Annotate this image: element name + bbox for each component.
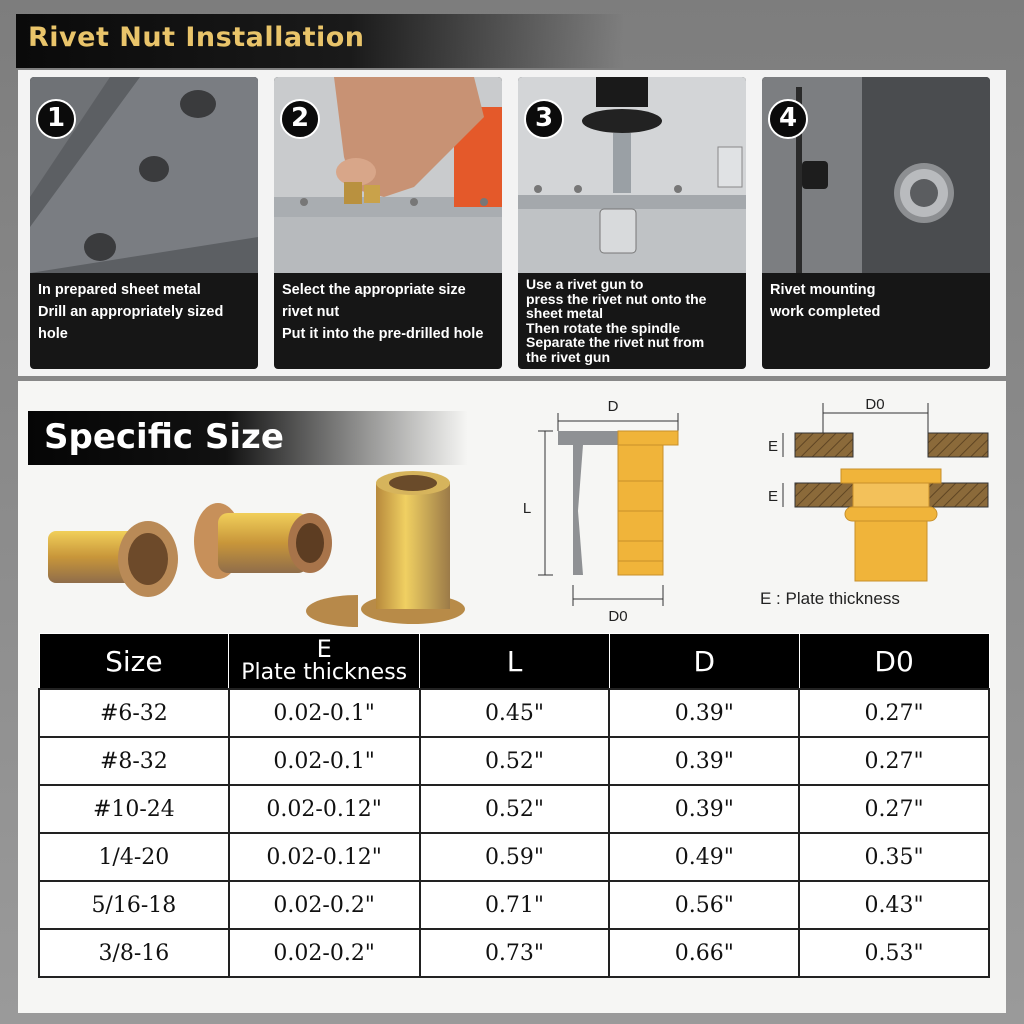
cell-size: 5/16-18 <box>39 881 229 929</box>
cell-d: 0.66" <box>609 929 799 977</box>
label-l: L <box>522 500 532 517</box>
step-1-line: hole <box>38 326 68 342</box>
step-2-number: 2 <box>280 99 320 139</box>
step-1-card <box>30 77 258 369</box>
label-e-top: E <box>767 438 778 455</box>
step-2-line: Select the appropriate size <box>282 282 466 298</box>
cell-size: #10-24 <box>39 785 229 833</box>
cell-l: 0.52" <box>420 785 610 833</box>
step-4-line: Rivet mounting <box>770 282 876 298</box>
table-row <box>39 833 989 881</box>
size-panel <box>18 381 1006 1013</box>
cell-e: 0.02-0.2" <box>229 929 420 977</box>
cell-l: 0.73" <box>420 929 610 977</box>
cell-e: 0.02-0.1" <box>229 737 420 785</box>
size-table <box>38 633 990 978</box>
step-4-card <box>762 77 990 369</box>
table-header-row <box>39 634 989 690</box>
cell-e: 0.02-0.2" <box>229 881 420 929</box>
step-3-line: Separate the rivet nut from <box>526 334 705 350</box>
step-3-text <box>526 277 740 364</box>
header-d: D <box>609 634 799 690</box>
cell-l: 0.71" <box>420 881 610 929</box>
cell-d0: 0.27" <box>799 785 989 833</box>
table-row <box>39 689 989 737</box>
cell-d0: 0.27" <box>799 737 989 785</box>
header-size: Size <box>39 634 229 690</box>
cell-size: 3/8-16 <box>39 929 229 977</box>
step-1-text <box>38 279 252 345</box>
cell-d0: 0.53" <box>799 929 989 977</box>
header-l: L <box>420 634 610 690</box>
rivet-nut-standing-image <box>358 469 468 629</box>
cell-d0: 0.27" <box>799 689 989 737</box>
cell-e: 0.02-0.12" <box>229 833 420 881</box>
size-title: Specific Size <box>44 417 284 457</box>
installation-title: Rivet Nut Installation <box>28 22 365 53</box>
header-d0: D0 <box>799 634 989 690</box>
step-3-line: Use a rivet gun to <box>526 276 644 292</box>
cell-d: 0.49" <box>609 833 799 881</box>
cell-d: 0.39" <box>609 785 799 833</box>
step-3-card <box>518 77 746 369</box>
header-e-sub: Plate thickness <box>241 660 408 685</box>
step-3-line: press the rivet nut onto the <box>526 290 707 307</box>
step-2-text <box>282 279 496 345</box>
cross-section-diagram <box>483 391 683 631</box>
cell-e: 0.02-0.12" <box>229 785 420 833</box>
step-1-number: 1 <box>36 99 76 139</box>
cell-l: 0.45" <box>420 689 610 737</box>
step-4-text <box>770 279 984 323</box>
step-3-line: the rivet gun <box>526 348 611 365</box>
cell-d: 0.39" <box>609 737 799 785</box>
step-4-line: work completed <box>770 304 881 320</box>
step-2-card <box>274 77 502 369</box>
step-1-line: Drill an appropriately sized <box>38 304 224 320</box>
cell-d0: 0.43" <box>799 881 989 929</box>
cell-l: 0.52" <box>420 737 610 785</box>
steps-panel <box>18 70 1006 376</box>
cell-d: 0.56" <box>609 881 799 929</box>
header-e <box>229 634 420 690</box>
plate-thickness-note: E : Plate thickness <box>760 589 900 608</box>
step-3-number: 3 <box>524 99 564 139</box>
table-row <box>39 929 989 977</box>
rivet-nut-images <box>38 471 358 631</box>
cell-l: 0.59" <box>420 833 610 881</box>
step-3-line: Then rotate the spindle <box>526 319 681 336</box>
step-2-line: rivet nut <box>282 304 340 320</box>
size-banner <box>28 411 468 465</box>
cell-e: 0.02-0.1" <box>229 689 420 737</box>
cell-d0: 0.35" <box>799 833 989 881</box>
table-row <box>39 881 989 929</box>
installation-banner <box>16 14 624 68</box>
step-4-number: 4 <box>768 99 808 139</box>
cell-size: #8-32 <box>39 737 229 785</box>
cell-d: 0.39" <box>609 689 799 737</box>
label-d0-plate: D0 <box>865 396 885 413</box>
header-e-label: E <box>316 635 332 663</box>
label-e-bottom: E <box>767 488 778 505</box>
table-row <box>39 785 989 833</box>
label-d: D <box>607 398 619 415</box>
step-1-line: In prepared sheet metal <box>38 282 201 298</box>
table-row <box>39 737 989 785</box>
label-d0: D0 <box>608 608 628 625</box>
step-2-line: Put it into the pre-drilled hole <box>282 326 484 342</box>
cell-size: #6-32 <box>39 689 229 737</box>
cell-size: 1/4-20 <box>39 833 229 881</box>
step-3-line: sheet metal <box>526 305 604 321</box>
